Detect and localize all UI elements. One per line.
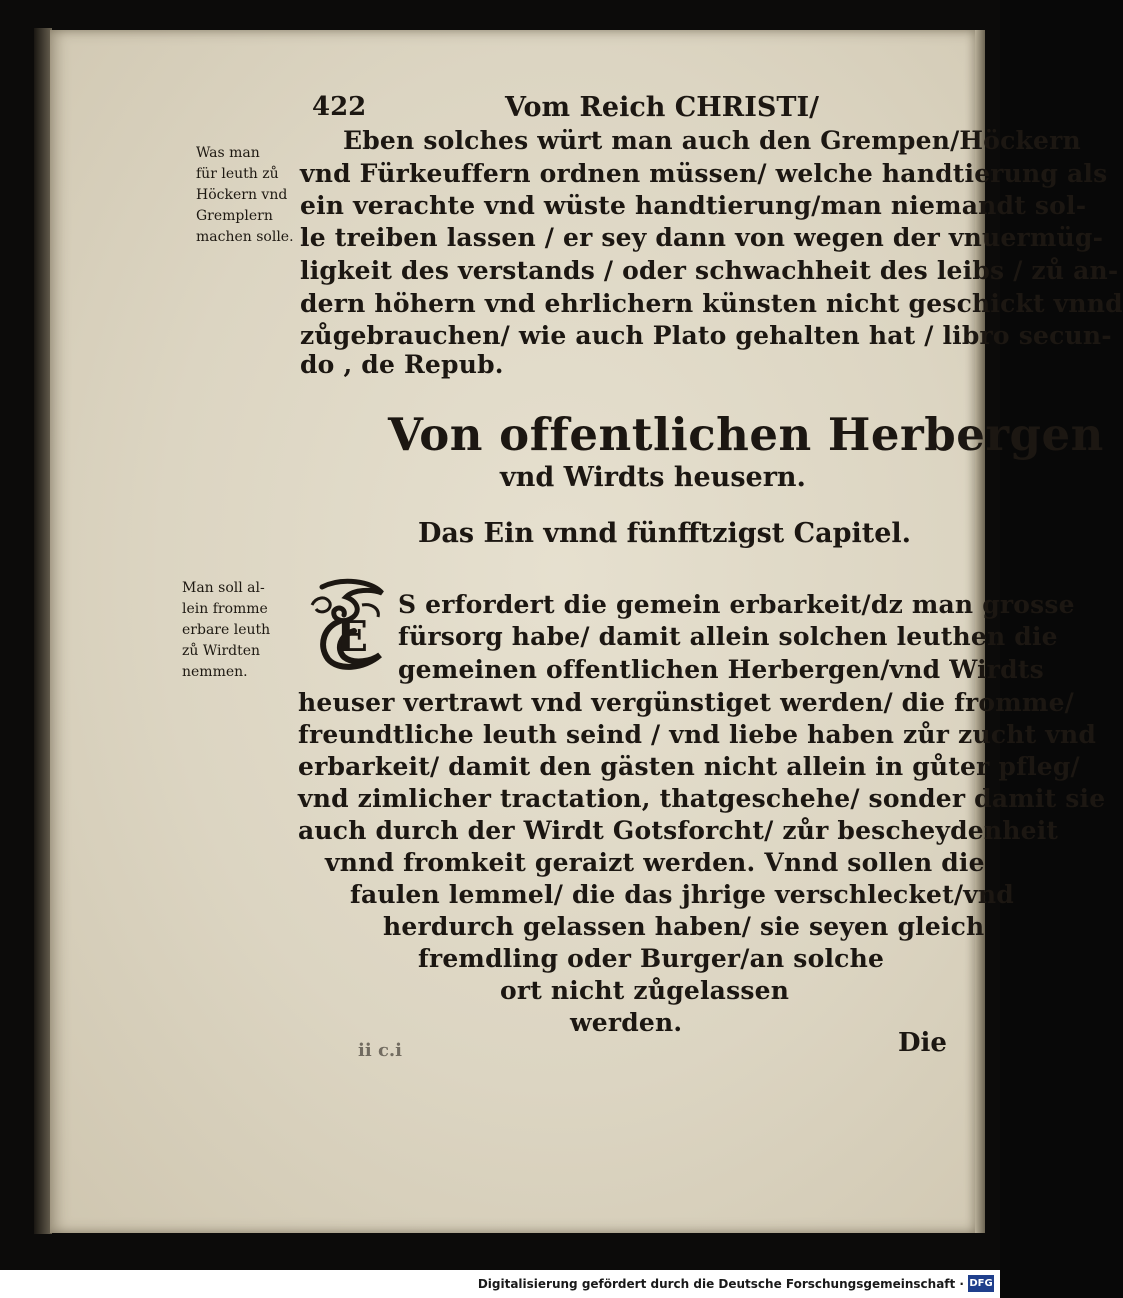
- text-line: erbarkeit/ damit den gästen nicht allein in gůter pfleg/: [298, 752, 1080, 781]
- text-line: herdurch gelassen haben/ sie seyen gleich: [383, 912, 985, 941]
- digitization-credit: Digitalisierung gefördert durch die Deutsche Forschungsgemeinschaft ·: [477, 1277, 964, 1291]
- margin-note-2: [182, 578, 270, 683]
- decorated-initial: [302, 575, 394, 675]
- text-line: heuser vertrawt vnd vergünstiget werden/ die fromme/: [298, 688, 1075, 717]
- text-line: auch durch der Wirdt Gotsforcht/ zůr bescheydenheit: [298, 816, 1059, 845]
- text-line: do , de Repub.: [300, 350, 504, 379]
- section-subheading: vnd Wirdts heusern.: [500, 462, 806, 493]
- text-line: ligkeit des verstands / oder schwachheit des leibs / zů an-: [300, 256, 1119, 285]
- margin-note-line: nemmen.: [182, 664, 248, 680]
- digitization-bar: [0, 1270, 1000, 1298]
- text-line: gemeinen offentlichen Herbergen/vnd Wirdts: [398, 655, 1044, 684]
- margin-note-line: zů Wirdten: [182, 643, 261, 659]
- margin-note-line: machen solle.: [196, 229, 294, 245]
- page-number: 422: [312, 92, 367, 122]
- text-line: zůgebrauchen/ wie auch Plato gehalten hat / libro secun-: [300, 321, 1112, 350]
- text-line: le treiben lassen / er sey dann von wegen der vnuermüg-: [300, 223, 1104, 252]
- text-line: fremdling oder Burger/an solche: [418, 944, 885, 973]
- margin-note-line: Was man: [196, 145, 260, 161]
- text-line: werden.: [570, 1008, 683, 1037]
- margin-note-line: Man soll al-: [182, 580, 265, 596]
- text-line: Eben solches würt man auch den Grempen/Höckern: [343, 126, 1081, 155]
- catchword: Die: [898, 1028, 947, 1058]
- text-line: S erfordert die gemein erbarkeit/dz man grosse: [398, 590, 1075, 619]
- chapter-title: Das Ein vnnd fünfftzigst Capitel.: [418, 518, 912, 549]
- initial-letter: E: [336, 612, 369, 661]
- margin-note-line: Gremplern: [196, 208, 273, 224]
- text-line: ort nicht zůgelassen: [500, 976, 790, 1005]
- running-title: Vom Reich CHRISTI/: [505, 92, 819, 123]
- text-line: vnd Fürkeuffern ordnen müssen/ welche handtierung als: [300, 159, 1108, 188]
- dfg-logo: DFG: [968, 1275, 994, 1292]
- signature-mark: ii c.i: [358, 1040, 403, 1061]
- text-line: freundtliche leuth seind / vnd liebe haben zůr zucht vnd: [298, 720, 1097, 749]
- text-line: fürsorg habe/ damit allein solchen leuthen die: [398, 622, 1058, 651]
- margin-note-line: erbare leuth: [182, 622, 271, 638]
- text-line: ein verachte vnd wüste handtierung/man niemandt sol-: [300, 191, 1087, 220]
- margin-note-line: lein fromme: [182, 601, 268, 617]
- section-heading: Von offentlichen Herbergen: [388, 408, 1104, 461]
- margin-note-line: Höckern vnd: [196, 187, 288, 203]
- text-line: faulen lemmel/ die das jhrige verschlecket/vnd: [350, 880, 1014, 909]
- text-line: vnnd fromkeit geraizt werden. Vnnd sollen die: [325, 848, 985, 877]
- text-line: vnd zimlicher tractation, thatgeschehe/ sonder damit sie: [298, 784, 1106, 813]
- margin-note-1: [196, 143, 294, 248]
- margin-note-line: für leuth zů: [196, 166, 279, 182]
- text-line: dern höhern vnd ehrlichern künsten nicht geschickt vnnd: [300, 289, 1123, 318]
